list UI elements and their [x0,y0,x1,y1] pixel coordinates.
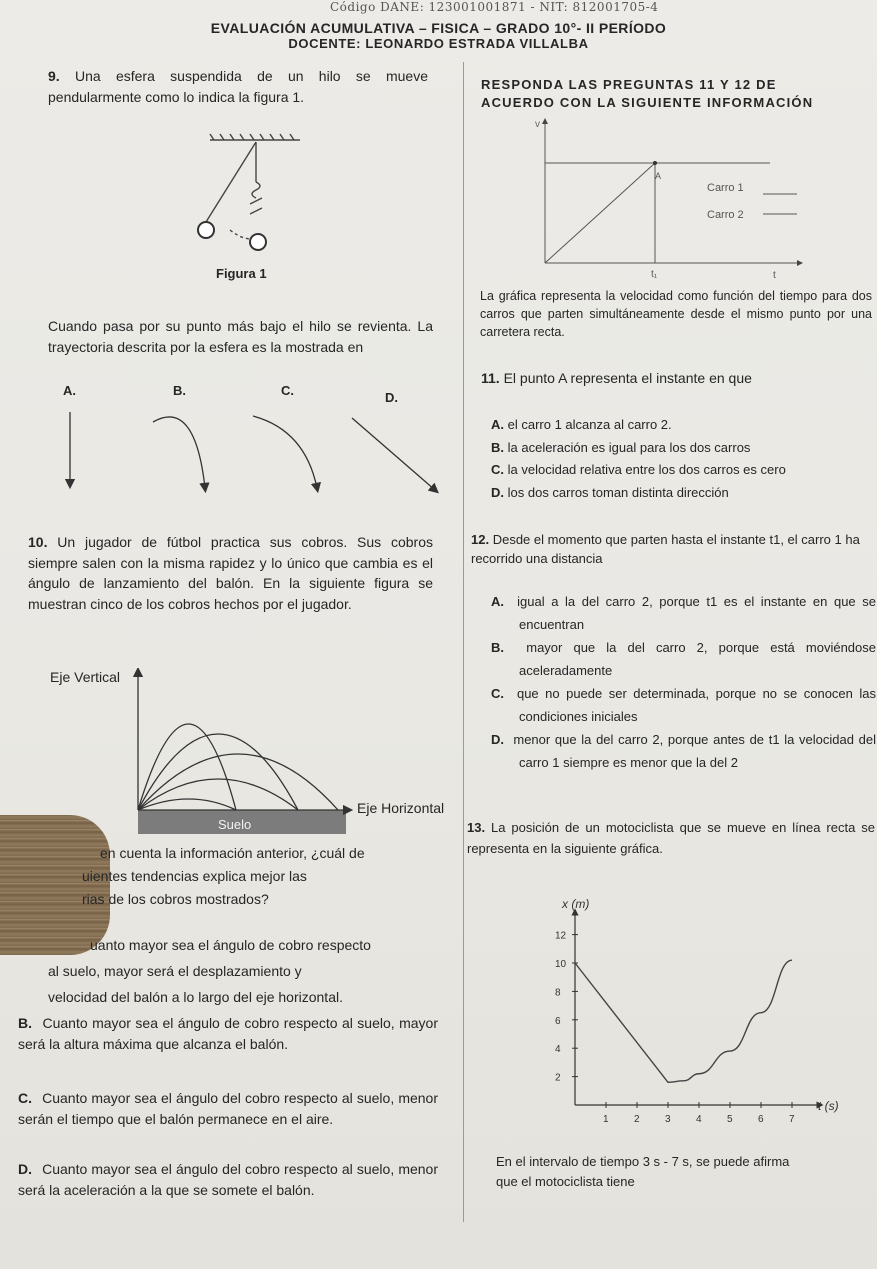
t1-label: t₁ [651,269,658,280]
car2-line [545,163,655,263]
q10-statement [28,532,433,614]
q12-option-b-label: B. [491,640,504,655]
axis-vertical-label: Eje Vertical [50,669,121,685]
q12-option-d-text: menor que la del carro 2, porque antes de t1 la velocidad del carro 1 siempre es menor que la del 2 [513,732,876,770]
kick-trajectory-5 [138,799,236,810]
q13-statement [467,817,875,859]
legend-car1-label: Carro 1 [707,182,744,194]
teacher-name: DOCENTE: LEONARDO ESTRADA VILLALBA [288,36,589,51]
y-tick-label: 12 [555,930,567,942]
q10-option-d[interactable] [18,1159,438,1200]
q11-option-d-label: D. [491,484,504,500]
info-title-line-2: ACUERDO CON LA SIGUIENTE INFORMACIÓN [481,95,814,110]
q12-options [491,590,876,774]
q11-option-d[interactable] [491,482,871,505]
q11-option-b-text: la aceleración es igual para los dos carros [507,439,751,455]
position-y-label: x (m) [562,897,590,911]
q13-number: 13. [467,820,486,835]
q12-option-b[interactable] [491,636,876,682]
q13-question-line-1: En el intervalo de tiempo 3 s - 7 s, se puede afirma [496,1154,790,1169]
position-chart [530,890,860,1140]
q12-option-a-label: A. [491,594,504,609]
q10-option-c[interactable] [18,1088,438,1129]
q10-option-c-label: C. [18,1090,32,1106]
q10-option-a-line-1[interactable]: uanto mayor sea el ángulo de cobro respecto [90,937,371,953]
position-x-label: t (s) [818,1099,839,1113]
q13-question-line-2: que el motociclista tiene [496,1174,635,1189]
kick-trajectory-2 [138,734,298,810]
y-tick-label: 10 [555,959,567,970]
y-tick-label: 6 [555,1015,561,1027]
q11-option-c-text: la velocidad relativa entre los dos carros es cero [507,462,786,477]
q13-text: La posición de un motociclista que se mueve en línea recta se representa en la siguiente gráfica. [467,820,875,856]
q10-option-d-text: Cuanto mayor sea el ángulo del cobro respecto al suelo, menor será la aceleración a la que se somete el balón. [18,1161,438,1198]
graph-v-label: v [535,119,540,130]
x-tick-label: 5 [727,1114,733,1125]
q12-option-d[interactable] [491,728,876,774]
q12-option-c-text: que no puede ser determinada, porque no se conocen las condiciones iniciales [516,686,876,724]
y-tick-label: 2 [555,1072,561,1084]
figure-1-caption: Figura 1 [216,266,267,281]
q12-text: Desde el momento que parten hasta el instante t1, el carro 1 ha recorrido una distancia [471,532,860,566]
pendulum-ball-left [198,222,214,238]
q9-text: Una esfera suspendida de un hilo se mueve pendularmente como lo indica la figura 1. [48,68,428,105]
kick-trajectory-3 [138,754,338,810]
q9-option-b-label[interactable]: B. [173,383,186,398]
exam-title: EVALUACIÓN ACUMULATIVA – FISICA – GRADO 10°- II PERÍODO [210,20,667,36]
pendulum-ball-bottom [250,234,266,250]
q9-statement [48,66,428,107]
q11-option-a-text: el carro 1 alcanza al carro 2. [507,417,672,432]
q11-number: 11. [481,370,500,386]
q11-text: El punto A representa el instante en que [503,370,752,386]
pendulum-string [206,142,256,222]
info-title-line-1: RESPONDA LAS PREGUNTAS 11 Y 12 DE [481,77,777,92]
q10-text: Un jugador de fútbol practica sus cobros. Sus cobros siempre salen con la misma rapidez y lo único que cambia es el ángulo de lanzamiento del balón. En la siguiente figura se muestran cinco de los cobros hechos por el jugador. [28,534,433,612]
q10-option-d-label: D. [18,1161,32,1177]
trajectory-d [352,418,435,490]
q11-option-c-label: C. [491,462,504,477]
pendulum-figure [180,130,320,265]
trajectory-c [253,416,317,488]
point-a-marker [653,161,657,165]
kicks-figure [130,668,360,838]
q11-option-b[interactable] [491,437,871,460]
q11-option-a-label: A. [491,417,504,432]
q9-option-d-label[interactable]: D. [385,390,398,405]
position-series-line [575,960,792,1082]
x-tick-label: 6 [758,1114,764,1125]
info-11-12-title [481,76,813,112]
t-label: t [773,270,776,281]
kick-trajectory-1 [138,724,236,810]
q12-option-a-text: igual a la del carro 2, porque t1 es el instante en que se encuentran [517,594,876,632]
x-tick-label: 4 [696,1114,702,1125]
q9-option-c-label[interactable]: C. [281,383,294,398]
x-tick-label: 7 [789,1114,795,1125]
q9-number: 9. [48,68,60,84]
q10-option-b-text: Cuanto mayor sea el ángulo de cobro respecto al suelo, mayor será la altura máxima que alcanza el balón. [18,1015,439,1052]
q10-option-b-label: B. [18,1015,32,1031]
q11-option-c[interactable] [491,459,871,482]
q11-options [491,414,871,504]
x-tick-label: 3 [665,1114,671,1125]
q12-option-b-text: mayor que la del carro 2, porque está moviéndose aceleradamente [519,640,876,678]
q10-option-a-line-3[interactable]: velocidad del balón a lo largo del eje horizontal. [48,989,343,1005]
q9-statement-2: Cuando pasa por su punto más bajo el hilo se revienta. La trayectoria descrita por la esfera es la mostrada en [48,318,433,355]
q10-option-a-line-2[interactable]: al suelo, mayor será el desplazamiento y [48,963,302,979]
q12-option-c-label: C. [491,686,504,701]
q11-statement [481,368,871,388]
trajectory-b [153,417,205,488]
q12-statement [471,530,871,568]
q10-option-b[interactable] [18,1013,438,1054]
q10-question-line-3: rias de los cobros mostrados? [82,891,269,907]
q10-number: 10. [28,534,48,550]
y-tick-label: 4 [555,1044,561,1056]
point-a-label: A [655,171,662,181]
y-tick-label: 8 [555,987,561,999]
q11-option-d-text: los dos carros toman distinta dirección [507,484,729,500]
q10-option-c-text: Cuanto mayor sea el ángulo del cobro respecto al suelo, menor serán el tiempo que el balón permanece en el aire. [18,1090,438,1127]
x-tick-label: 2 [634,1114,640,1125]
q12-option-a[interactable] [491,590,876,636]
trajectory-options [55,400,445,500]
velocity-graph [535,115,835,285]
q10-question-line-2: uientes tendencias explica mejor las [82,868,307,884]
q12-number: 12. [471,532,490,547]
info-description: La gráfica representa la velocidad como función del tiempo para dos carros que parten simultáneamente desde el mismo punto por una carretera recta. [480,289,872,339]
q9-option-a-label[interactable]: A. [63,383,76,398]
q11-option-a[interactable] [491,414,871,437]
x-tick-label: 1 [603,1114,609,1125]
legend-car2-label: Carro 2 [707,209,744,221]
q10-question-line-1: en cuenta la información anterior, ¿cuál de [100,845,365,861]
kick-trajectory-4 [138,779,298,810]
q11-option-b-label: B. [491,439,504,455]
header-code: Código DANE: 123001001871 - NIT: 812001705-4 [330,0,659,14]
ground-label: Suelo [218,817,252,832]
column-divider [463,62,464,1222]
q12-option-c[interactable] [491,682,876,728]
axis-horizontal-label: Eje Horizontal [357,800,445,816]
q12-option-d-label: D. [491,732,504,747]
